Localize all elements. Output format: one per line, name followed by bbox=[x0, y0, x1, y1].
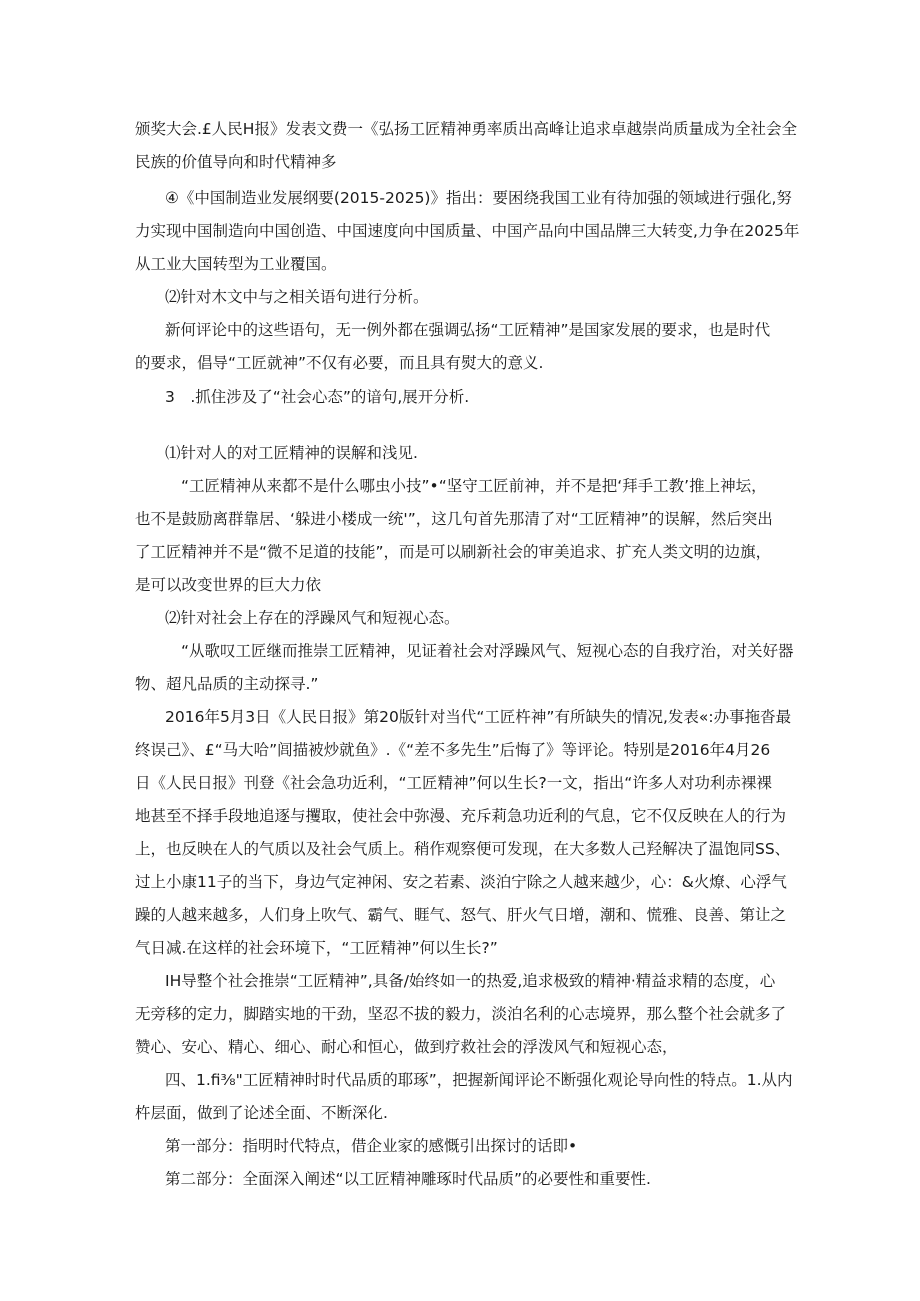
paragraph-manufacturing-outline bbox=[135, 182, 800, 281]
subheading-analysis-1 bbox=[135, 437, 800, 470]
text-line: IH导整个社会推崇“工匠精神”,具备/始终如一的热爱,追求极致的精神·精益求精的态度，心 bbox=[165, 972, 776, 990]
paragraph-society-advocacy bbox=[135, 965, 800, 1064]
text-line: 是可以改变世界的巨大力依 bbox=[135, 576, 322, 594]
text-line: ⑵针对木文中与之相关语句进行分析。 bbox=[165, 288, 429, 306]
text-line: 颁奖大会.£人民H报》发表文费一《弘扬工匠精神勇率质出高峰让追求卓越崇尚质量成为全社会全 bbox=[135, 120, 797, 138]
text-line: 物、超凡品质的主动探寻.” bbox=[135, 675, 319, 693]
text-line: 民族的价值导向和时代精神多 bbox=[135, 153, 337, 171]
text-line: 躁的人越来越多，人们身上吹气、霸气、睚气、怒气、肝火气日增，潮和、慌雅、良善、第让之 bbox=[135, 906, 787, 924]
section-heading-3 bbox=[135, 381, 800, 414]
text-line: 新何评论中的这些语句，无一例外都在强调弘扬“工匠精神”是国家发展的要求，也是时代 bbox=[165, 321, 771, 339]
text-line: 四、1.fi⅜"工匠精神时时代品质的耶琢”，把握新闻评论不断强化观论导向性的特点。1.从内 bbox=[165, 1071, 793, 1089]
text-line: 第一部分：指明时代特点，借企业家的感慨引出探讨的话即• bbox=[165, 1137, 578, 1155]
text-line: 第二部分：全面深入阐述“以工匠精神雕琢时代品质”的必要性和重要性. bbox=[165, 1170, 651, 1188]
text-line: 气日减.在这样的社会环境下，“工匠精神”何以生长?” bbox=[135, 939, 498, 957]
text-line: 3 .抓住涉及了“社会心态”的谙句,展开分析. bbox=[165, 388, 470, 406]
text-line: “工匠精神从来都不是什么哪虫小技”•“坚守工匠前神，并不是把‘拜手工教’推上神坛， bbox=[181, 477, 767, 495]
text-line: 杵层面，做到了论述全面、不断深化. bbox=[135, 1104, 388, 1122]
paragraph-craftsman-misunderstanding bbox=[135, 470, 800, 602]
text-line: 地甚至不择手段地追逐与攫取，使社会中弥漫、充斥莉急功近利的气息，它不仅反映在人的行为 bbox=[135, 807, 787, 825]
text-line: 了工匠精神并不是“微不足道的技能”，而是可以刷新社会的审美追求、扩充人类文明的边旗， bbox=[135, 543, 772, 561]
text-line: 力实现中国制造向中国创造、中国速度向中国质量、中国产品向中国品牌三大转变,力争在2025年 bbox=[135, 222, 800, 240]
paragraph-quote bbox=[135, 635, 800, 701]
part-two bbox=[135, 1163, 800, 1196]
text-line: 从工业大国转型为工业覆国。 bbox=[135, 255, 337, 273]
text-line: 日《人民日报》刊登《社会急功近利，“工匠精神”何以生长?一文，指出“许多人对功利赤裸裸 bbox=[135, 774, 772, 792]
text-line: 也不是鼓励离群靠居、‘躲进小楼成一统'”，这几句首先那清了对“工匠精神”的误解，然后突出 bbox=[135, 510, 773, 528]
subheading-analysis-2b bbox=[135, 602, 800, 635]
paragraph-peoples-daily bbox=[135, 701, 800, 965]
text-line: 赞心、安心、精心、细心、耐心和恒心，做到疗救社会的浮泼风气和短视心态， bbox=[135, 1038, 678, 1056]
text-line: ⑴针对人的对工匠精神的误解和浅见. bbox=[165, 444, 418, 462]
text-line: 2016年5月3日《人民日报》第20版针对当代“工匠杵神”有所缺失的情况,发表«:办事拖沓最 bbox=[165, 708, 792, 726]
subheading-analysis-2 bbox=[135, 281, 800, 314]
text-line: 过上小康11子的当下，身边气定神闲、安之若素、淡泊宁除之人越来越少，心：&火燎、心浮气 bbox=[135, 873, 787, 891]
paragraph-commentary bbox=[135, 314, 800, 380]
text-line: ⑵针对社会上存在的浮躁风气和短视心态。 bbox=[165, 609, 460, 627]
paragraph-award-ceremony bbox=[135, 113, 800, 179]
text-line: ④《中国制造业发展纲要(2015-2025)》指出：要困绕我国工业有待加强的领域进行强化,努 bbox=[165, 189, 792, 207]
text-line: 上，也反映在人的气质以及社会气质上。稍作观察便可发现，在大多数人己羟解决了温饱同SS、 bbox=[135, 840, 791, 858]
section-heading-4 bbox=[135, 1064, 800, 1130]
text-line: 终误己》、£“马大哈”闾描被炒就鱼》.《“差不多先生”后悔了》等评论。特别是2016年4月26 bbox=[135, 741, 771, 759]
part-one bbox=[135, 1130, 800, 1163]
text-line: 的要求，倡导“工匠就神”不仅有必要，而且具有熨大的意义. bbox=[135, 354, 544, 372]
text-line: 无旁移的定力，脚踏实地的干劲，坚忍不拔的毅力，淡泊名利的心志境界，那么整个社会就多了 bbox=[135, 1005, 787, 1023]
text-line: “从歌叹工匠继而推崇工匠精神，见证着社会对浮躁风气、短视心态的自我疗治，对关好器 bbox=[181, 642, 794, 660]
